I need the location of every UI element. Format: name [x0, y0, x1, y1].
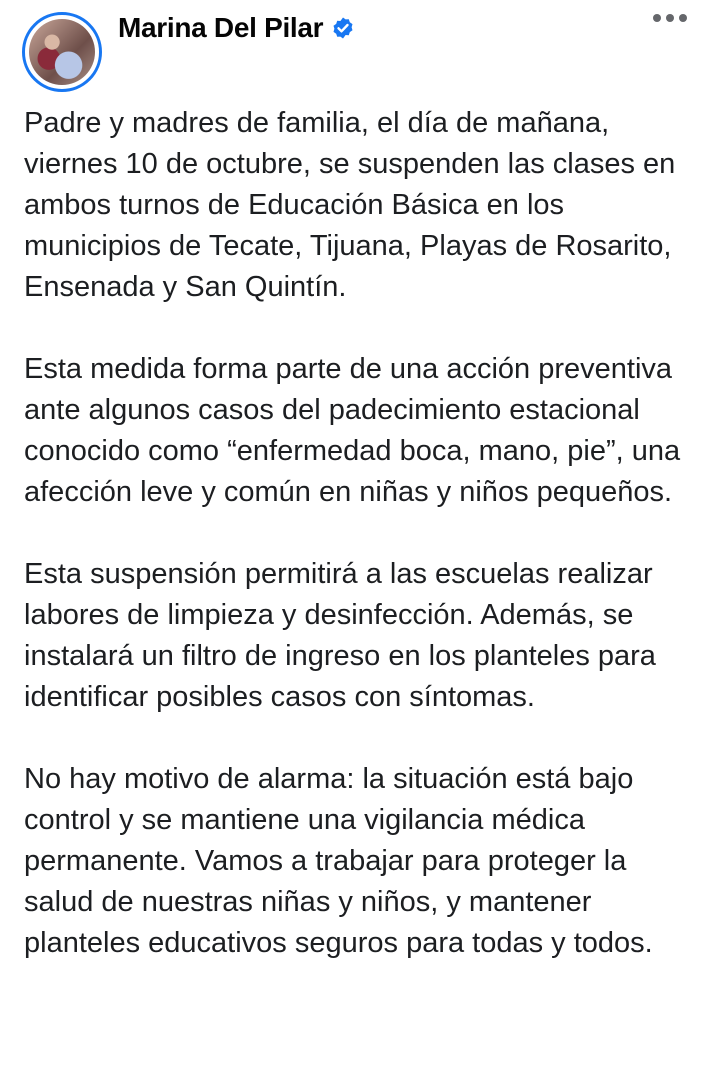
- post-body: [24, 103, 699, 1005]
- post-paragraph: No hay motivo de alarma: la situación está bajo control y se mantiene una vigilancia médica permanente. Vamos a trabajar para proteger la salud de nuestras niñas y niños, y mantener planteles educativos seguros para todas y todos.: [24, 763, 653, 959]
- profile-photo-icon: [29, 19, 95, 85]
- post-paragraph: Padre y madres de familia, el día de mañana, viernes 10 de octubre, se suspenden las clases en ambos turnos de Educación Básica en los municipios de Tecate, Tijuana, Playas de Rosarito, Ensenada y San Quintín.: [24, 107, 676, 303]
- author-name-row: [118, 12, 355, 44]
- author-name[interactable]: Marina Del Pilar: [118, 12, 324, 43]
- post-header: [0, 0, 707, 95]
- post-paragraph: Esta medida forma parte de una acción preventiva ante algunos casos del padecimiento estacional conocido como “enfermedad boca, mano, pie”, una afección leve y común en niñas y niños pequeños.: [24, 353, 681, 508]
- verified-badge-icon: [331, 16, 355, 40]
- more-horizontal-icon: [679, 14, 687, 22]
- more-options-button[interactable]: [653, 14, 687, 22]
- author-avatar[interactable]: [22, 12, 102, 92]
- more-horizontal-icon: [653, 14, 661, 22]
- post-paragraph: Esta suspensión permitirá a las escuelas realizar labores de limpieza y desinfección. Además, se instalará un filtro de ingreso en los planteles para identificar posibles casos con síntomas.: [24, 558, 656, 713]
- more-horizontal-icon: [666, 14, 674, 22]
